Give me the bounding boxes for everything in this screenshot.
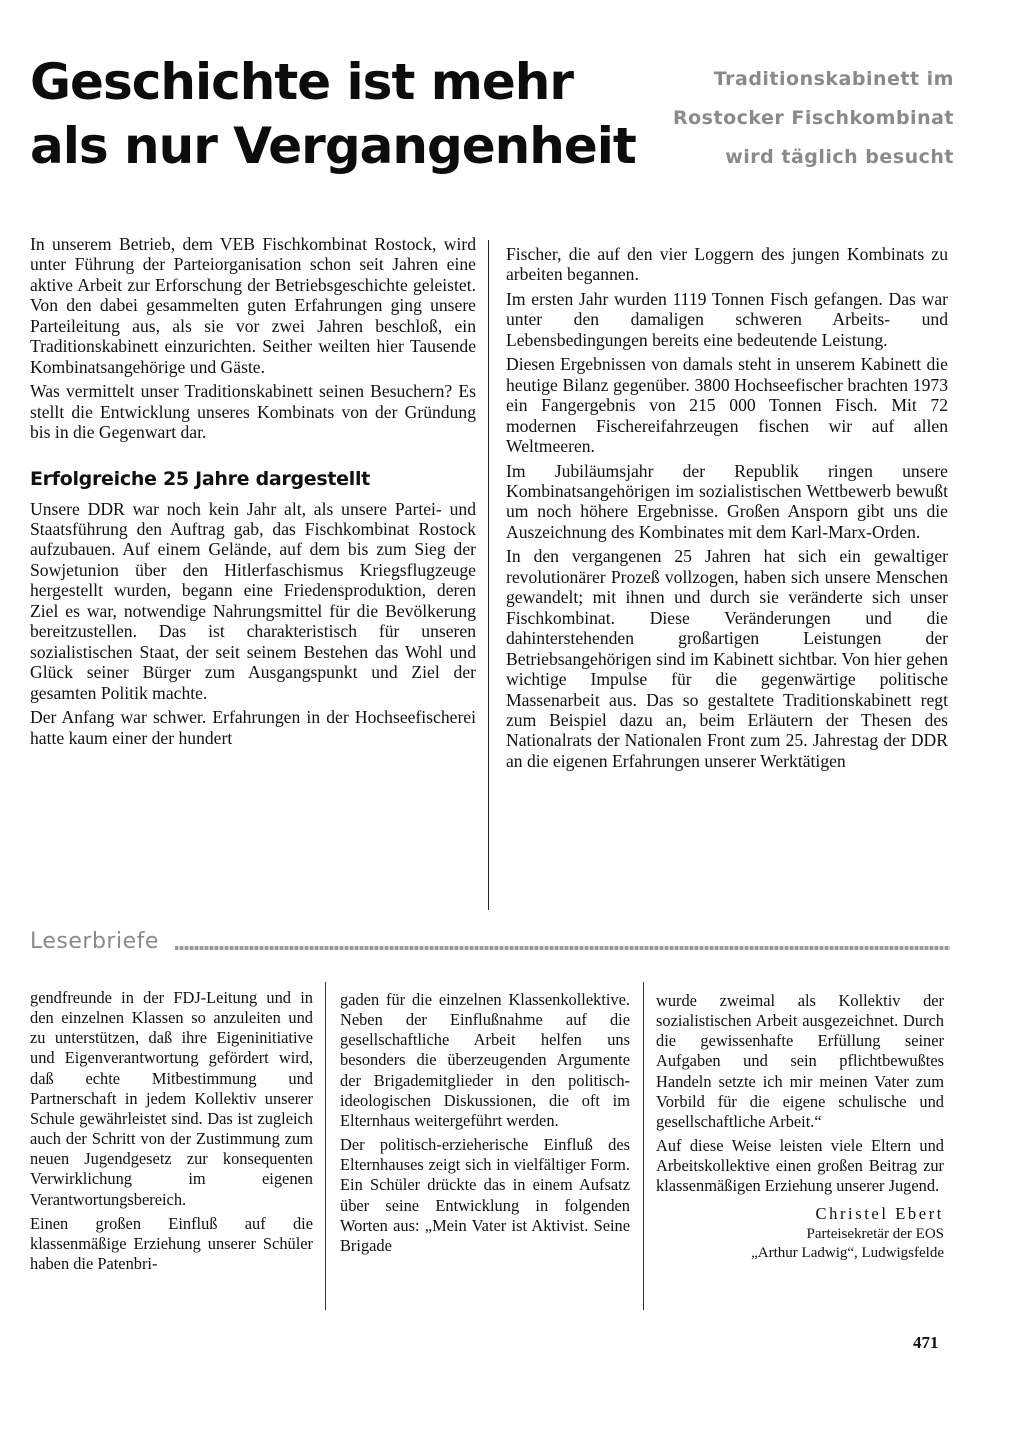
column-divider: [325, 982, 326, 1310]
body-paragraph: Diesen Ergebnissen von damals steht in unserem Kabinett die heutige Bilanz gegenüber. 3800 Hochseefischer brachten 1973 ein Fangergebnis von 215 000 Tonnen Fisch. Mit 72 modernen Fischereifahrzeugen fischen wir auf allen Weltmeeren.: [506, 354, 948, 457]
letter-column-3: [656, 991, 944, 1263]
signature-name: Christel Ebert: [815, 1203, 944, 1223]
body-paragraph: Was vermittelt unser Traditionskabinett seinen Besuchern? Es stellt die Entwicklung unseres Kombinats von der Gründung bis in die Gegenwart dar.: [30, 381, 476, 443]
section-heading: Erfolgreiche 25 Jahre dargestellt: [30, 467, 370, 490]
letter-paragraph: gendfreunde in der FDJ-Leitung und in den einzelnen Klassen so anzuleiten und zu unterstützen, daß ihre Eigeninitiative und Eigenverantwortung gefördert wird, daß echte Mitbestimmung und Partnerschaft in jedem Kollektiv unserer Schule gewährleistet sind. Das ist zugleich auch der Schritt von der Zustimmung zum neuen Jugendgesetz zur konsequenten Verwirklichung im eigenen Verantwortungsbereich.: [30, 988, 313, 1209]
column-divider: [643, 982, 644, 1310]
body-paragraph: In unserem Betrieb, dem VEB Fischkombinat Rostock, wird unter Führung der Parteiorganisation schon seit Jahren eine aktive Arbeit zur Erforschung der Betriebsgeschichte geleistet. Von den dabei gesammelten guten Erfahrungen ging unsere Parteileitung aus, als sie vor zwei Jahren beschloß, ein Traditionskabinett einzurichten. Seither weilten hier Tausende Kombinatsangehörige und Gäste.: [30, 234, 476, 377]
body-paragraph: In den vergangenen 25 Jahren hat sich ein gewaltiger revolutionärer Prozeß vollzogen, haben sich unsere Menschen gewandelt; mit ihnen und durch sie veränderte sich unser Fischkombinat. Diese Veränderungen und die dahinterstehenden großartigen Leistungen der Betriebsangehörigen sind im Kabinett sichtbar. Von hier gehen wichtige Impulse für die gegenwärtige politische Massenarbeit aus. Das so gestaltete Traditionskabinett regt zum Beispiel dazu an, beim Erläutern der Thesen des Nationalrats der Nationalen Front zum 25. Jahrestag der DDR an die eigenen Erfahrungen unserer Werktätigen: [506, 546, 948, 771]
letter-signature: [656, 1203, 944, 1263]
section-label-leserbriefe: Leserbriefe: [30, 929, 159, 954]
signature-organization: „Arthur Ladwig“, Ludwigsfelde: [751, 1244, 944, 1261]
letter-paragraph: Einen großen Einfluß auf die klassenmäßige Erziehung unserer Schüler haben die Patenbri-: [30, 1213, 313, 1274]
signature-role: Parteisekretär der EOS: [806, 1225, 944, 1242]
subhead-line-3: wird täglich besucht: [725, 146, 954, 168]
body-paragraph: Der Anfang war schwer. Erfahrungen in der Hochseefischerei hatte kaum einer der hundert: [30, 707, 476, 748]
article-headline: [30, 50, 636, 178]
body-paragraph: Im ersten Jahr wurden 1119 Tonnen Fisch gefangen. Das war unter den damaligen schweren Arbeits- und Lebensbedingungen bereits eine bedeutende Leistung.: [506, 288, 948, 350]
section-rule: [175, 946, 950, 950]
letter-paragraph: wurde zweimal als Kollektiv der sozialistischen Arbeit ausgezeichnet. Durch die gewissenhafte Erfüllung seiner Aufgaben und sein pflichtbewußtes Handeln setzte ich mir meinen Vater zum Vorbild für die eigene schulische und gesellschaftliche Arbeit.“: [656, 991, 944, 1131]
page-number: 471: [913, 1333, 939, 1352]
article-column-left: [30, 234, 476, 752]
article-column-right: [506, 244, 948, 775]
letter-paragraph: Auf diese Weise leisten viele Eltern und Arbeitskollektive einen großen Beitrag zur klassenmäßigen Erziehung unserer Jugend.: [656, 1136, 944, 1196]
body-paragraph: Unsere DDR war noch kein Jahr alt, als unsere Partei- und Staatsführung den Auftrag gab, das Fischkombinat Rostock aufzubauen. Auf einem Gelände, auf dem bis zum Sieg der Sowjetunion über den Hitlerfaschismus Kriegsflugzeuge hergestellt wurden, begann eine Friedensproduktion, deren Ziel es war, notwendige Nahrungsmittel für die Bevölkerung bereitzustellen. Das ist charakteristisch für unseren sozialistischen Staat, der seit seinem Bestehen das Wohl und Glück seiner Bürger zum Ausgangspunkt und Ziel der gesamten Politik machte.: [30, 498, 476, 703]
letter-column-1: [30, 988, 313, 1278]
letter-column-2: [340, 990, 630, 1260]
column-divider: [488, 240, 489, 910]
body-paragraph: Im Jubiläumsjahr der Republik ringen unsere Kombinatsangehörigen im sozialistischen Wettbewerb bewußt um noch höhere Ergebnisse. Großen Ansporn gibt uns die Auszeichnung des Kombinates mit dem Karl-Marx-Orden.: [506, 460, 948, 542]
subhead-line-1: Traditionskabinett im: [713, 68, 954, 90]
subhead-line-2: Rostocker Fischkombinat: [673, 107, 954, 129]
headline-line-2: als nur Vergangenheit: [30, 117, 636, 175]
letter-paragraph: gaden für die einzelnen Klassenkollektive. Neben der Einflußnahme auf die gesellschaftliche Arbeit helfen uns besonders die überzeugenden Argumente der Brigademitglieder in den politisch-ideologischen Diskussionen, die oft im Elternhaus weitergeführt werden.: [340, 990, 630, 1130]
article-subheadline: [634, 60, 954, 177]
body-paragraph: Fischer, die auf den vier Loggern des jungen Kombinats zu arbeiten begannen.: [506, 244, 948, 285]
letter-paragraph: Der politisch-erzieherische Einfluß des Elternhauses zeigt sich in vielfältiger Form. Ein Schüler drückte das in einem Aufsatz über seine Entwicklung in folgenden Worten aus: „Mein Vater ist Aktivist. Seine Brigade: [340, 1135, 630, 1255]
headline-line-1: Geschichte ist mehr: [30, 53, 574, 111]
